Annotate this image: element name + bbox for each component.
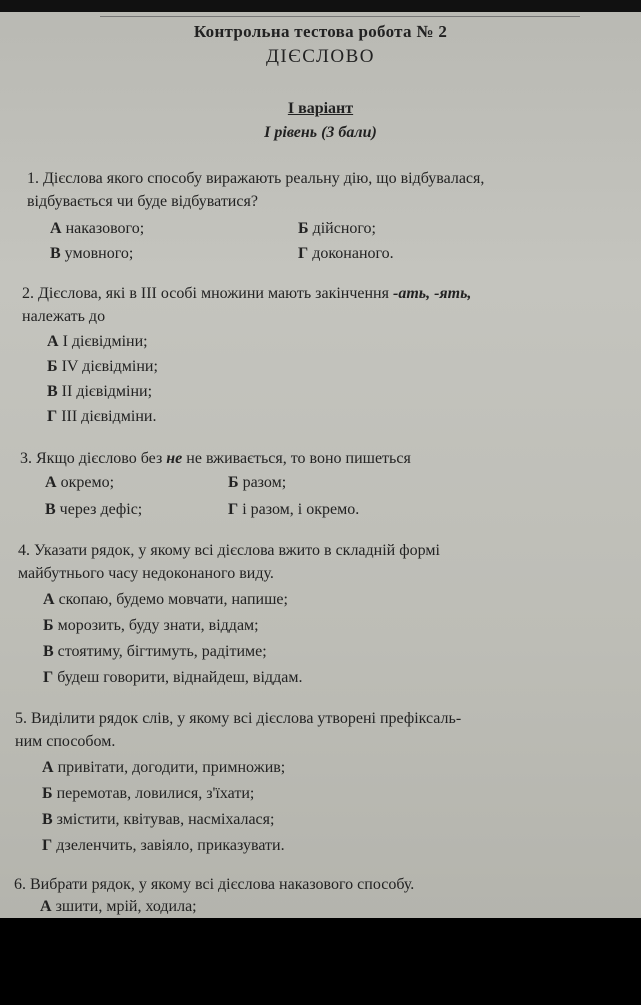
q2-option-a [47,333,148,351]
question-text: 3. Якщо дієслово без [20,450,163,467]
q3-option-b [228,474,286,492]
question-2-line-2: належать до [22,308,106,325]
q2-option-d [47,408,156,426]
q5-option-d [42,837,285,855]
option-letter: А [47,333,59,350]
option-letter: В [42,811,53,828]
option-text: дзеленчить, завіяло, приказувати. [56,837,285,854]
option-letter: Б [47,358,58,375]
q5-option-a [42,759,285,777]
q2-option-b [47,358,158,376]
question-3-line-1 [20,450,411,468]
option-text: І дієвідміни; [62,333,148,350]
question-4-line-1: 4. Указати рядок, у якому всі дієслова вжито в складній формі [18,542,440,559]
q5-option-b [42,785,254,803]
ending-emphasis: -ать, -ять, [392,285,472,302]
question-5-line-2: ним способом. [15,733,116,750]
q3-option-d [228,501,359,519]
question-4-line-2: майбутнього часу недоконаного виду. [18,565,274,582]
subject-heading: ДІЄСЛОВО [265,46,376,67]
q3-option-c [45,501,142,519]
q4-option-c [43,643,267,661]
question-5-line-1: 5. Виділити рядок слів, у якому всі дієслова утворені префіксаль- [15,710,462,727]
option-text: умовного; [64,245,134,262]
option-letter: В [47,383,58,400]
option-text: разом; [242,474,287,491]
question-text-end: не вживається, то воно пишеться [186,450,411,467]
level-heading: І рівень (3 бали) [264,124,377,141]
q4-option-d [43,669,302,687]
option-text: ІІІ дієвідміни. [61,408,157,425]
question-6-line-1: 6. Вибрати рядок, у якому всі дієслова наказового способу. [14,876,415,893]
question-1-line-1: 1. Дієслова якого способу виражають реальну дію, що відбувалася, [27,170,485,187]
variant-heading: І варіант [287,100,354,117]
option-text: зшити, мрій, ходила; [55,898,197,915]
option-text: ІV дієвідміни; [61,358,158,375]
option-letter: Б [42,785,53,802]
option-letter: А [45,474,57,491]
option-text: перемотав, ловилися, з'їхати; [56,785,255,802]
option-letter: А [40,898,52,915]
question-1-line-2: відбувається чи буде відбуватися? [27,193,258,210]
option-text: скопаю, будемо мовчати, напише; [58,591,288,608]
option-text: стоятиму, бігтимуть, радітиме; [57,643,267,660]
q1-option-d [298,245,394,263]
option-text: дійсного; [312,220,376,237]
option-letter: Б [228,474,239,491]
q5-option-c [42,811,274,829]
option-text: і разом, і окремо. [242,501,360,518]
option-letter: Г [298,245,309,262]
option-letter: В [43,643,54,660]
q2-option-c [47,383,152,401]
particle-emphasis: не [166,450,183,467]
option-text: ІІ дієвідміни; [61,383,153,400]
option-text: привітати, догодити, примножив; [57,759,286,776]
option-text: через дефіс; [59,501,143,518]
question-text: 2. Дієслова, які в ІІІ особі множини мають закінчення [22,285,389,302]
header-rule [100,16,580,17]
option-letter: А [43,591,55,608]
option-letter: Г [43,669,54,686]
test-title: Контрольна тестова робота № 2 [193,22,448,41]
q4-option-a [43,591,288,609]
option-text: будеш говорити, віднайдеш, віддам. [57,669,303,686]
option-letter: В [45,501,56,518]
option-letter: Б [43,617,54,634]
option-letter: Г [42,837,53,854]
q1-option-c [50,245,133,263]
option-text: наказового; [65,220,145,237]
option-letter: А [42,759,54,776]
option-text: змістити, квітував, насміхалася; [56,811,275,828]
photo-edge [0,0,641,12]
option-text: окремо; [60,474,115,491]
option-letter: В [50,245,61,262]
option-text: морозить, буду знати, віддам; [57,617,259,634]
option-text: доконаного. [312,245,394,262]
q3-option-a [45,474,114,492]
option-letter: А [50,220,62,237]
option-letter: Г [47,408,58,425]
q4-option-b [43,617,259,635]
question-2-line-1 [22,285,471,303]
option-letter: Г [228,501,239,518]
q1-option-b [298,220,376,238]
option-letter: Б [298,220,309,237]
q6-option-a [40,898,197,916]
q1-option-a [50,220,144,238]
